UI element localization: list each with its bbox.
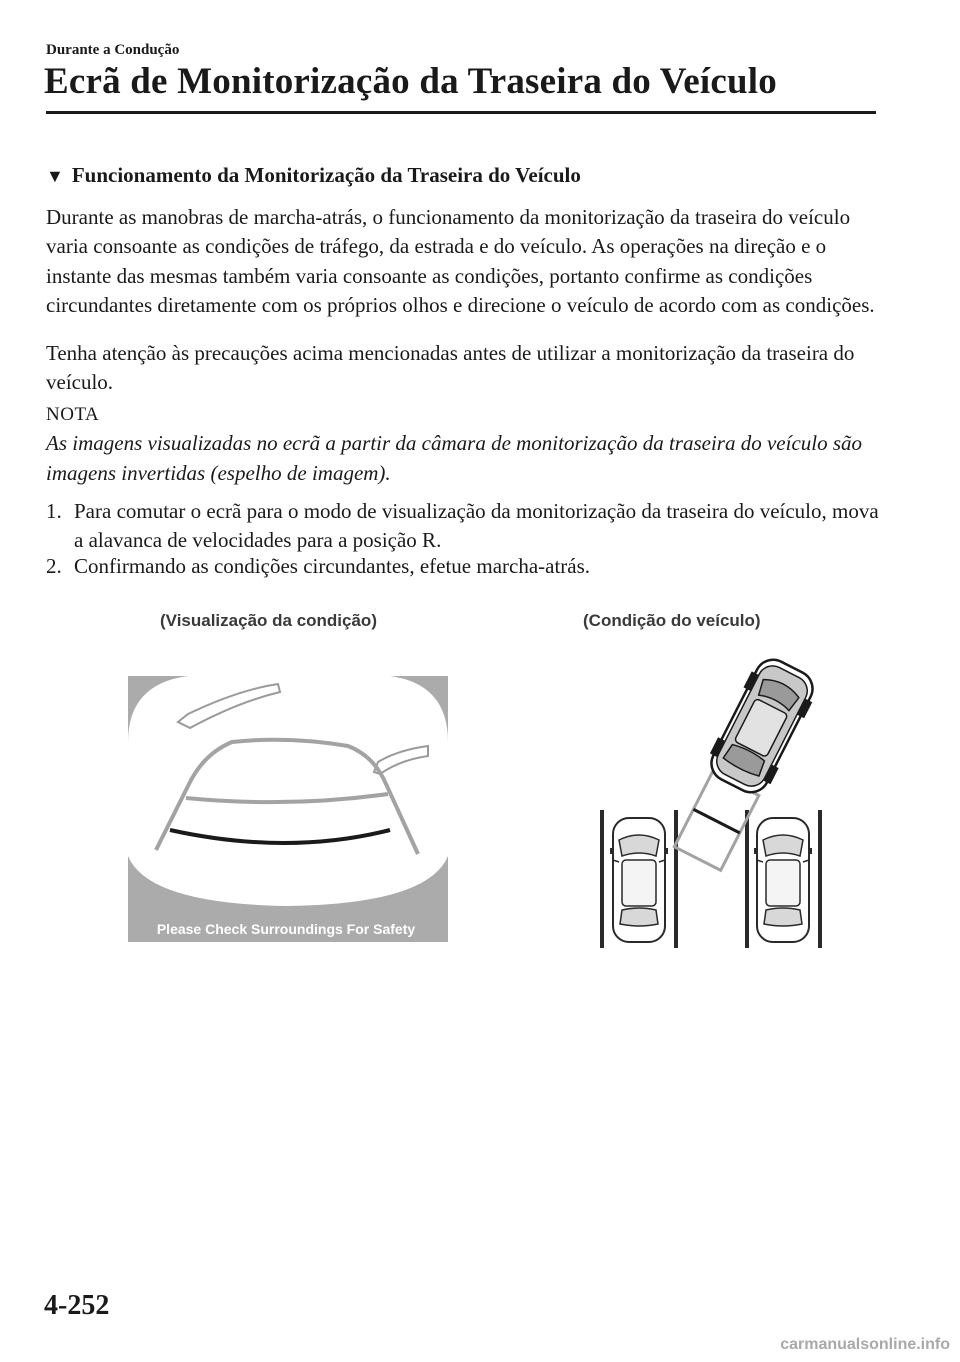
reversing-car-icon xyxy=(702,652,823,800)
step-1 xyxy=(46,497,886,554)
step-number: 1. xyxy=(46,499,62,523)
note-text: As imagens visualizadas no ecrã a partir da câmara de monitorização da traseira do veículo são imagens invertidas (espelho de imagem). xyxy=(46,431,863,485)
parked-car-left-icon xyxy=(610,818,668,942)
page-number: 4-252 xyxy=(44,1290,110,1321)
safety-message-text: Please Check Surroundings For Safety xyxy=(156,921,416,937)
step-number: 2. xyxy=(46,554,62,578)
parked-car-right-icon xyxy=(754,818,812,942)
note-label: NOTA xyxy=(46,404,100,425)
rear-camera-display-illustration xyxy=(128,676,448,942)
section-heading-text: Funcionamento da Monitorização da Traseira do Veículo xyxy=(71,163,581,187)
title-rule xyxy=(46,111,876,114)
section-heading xyxy=(46,163,581,188)
page-title: Ecrã de Monitorização da Traseira do Veículo xyxy=(44,61,777,102)
figure-label-vehicle-condition: (Condição do veículo) xyxy=(583,611,761,630)
step-text: Para comutar o ecrã para o modo de visualização da monitorização da traseira do veículo, mova a alavanca de velocidades para a posição R. xyxy=(74,499,879,552)
body-paragraph-1: Durante as manobras de marcha-atrás, o funcionamento da monitorização da traseira do veículo varia consoante as condições de tráfego, da estrada e do veículo. As operações na direção e o instante das mesmas também varia consoante as condições, portanto confirme as condições circundantes diretamente com os próprios olhos e direcione o veículo de acordo com as condições. xyxy=(46,205,875,317)
site-watermark: carmanualsonline.info xyxy=(780,1336,950,1353)
step-2 xyxy=(46,552,886,581)
step-text: Confirmando as condições circundantes, efetue marcha-atrás. xyxy=(74,554,591,578)
body-paragraph-2: Tenha atenção às precauções acima mencionadas antes de utilizar a monitorização da traseira do veículo. xyxy=(46,341,855,395)
vehicle-condition-illustration xyxy=(596,640,866,956)
figure-label-display-view: (Visualização da condição) xyxy=(160,611,377,630)
triangle-bullet-icon: ▼ xyxy=(46,166,64,186)
running-head: Durante a Condução xyxy=(46,42,180,58)
